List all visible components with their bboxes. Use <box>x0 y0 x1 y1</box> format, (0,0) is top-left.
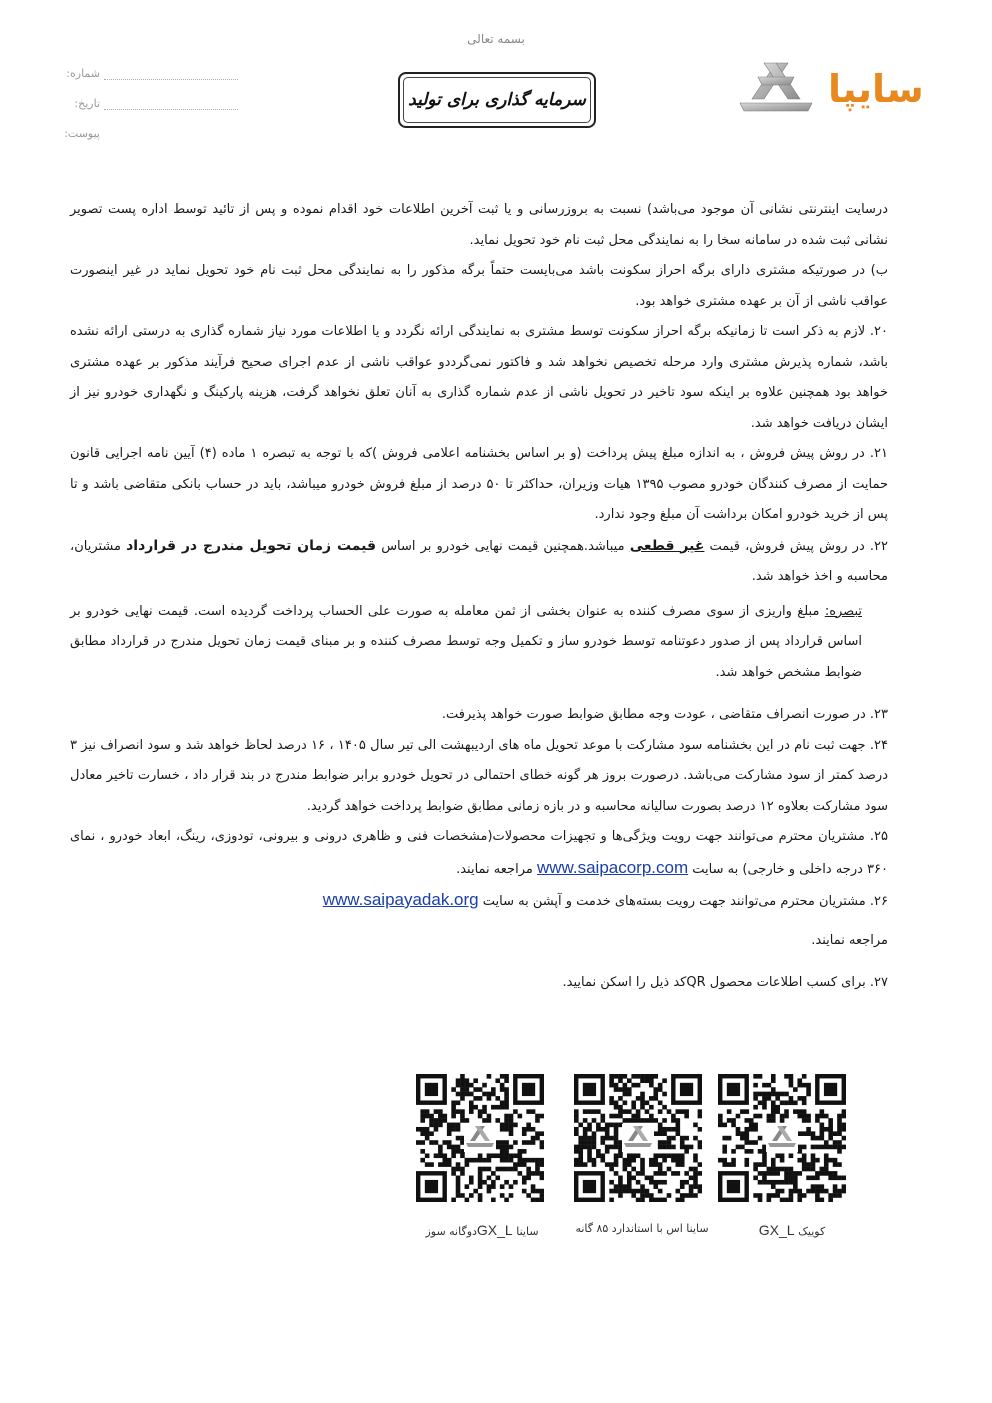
qr-caption-saina-gxl: ساینا GX_Lدوگانه سوز <box>425 1222 539 1238</box>
item-text-a: مشتریان محترم می‌توانند جهت رویت بسته‌های خدمت و آپشن به سایت <box>482 894 866 909</box>
list-item-21 <box>70 439 888 531</box>
list-item-25 <box>70 822 888 885</box>
item-text-underlined: غیر قطعی <box>629 537 705 554</box>
number-row <box>48 50 238 80</box>
item-text-bold: قیمت زمان تحویل مندرج در قرارداد <box>126 537 377 554</box>
item-text: در روش پیش فروش ، به اندازه مبلغ پیش پرداخت (و بر اساس بخشنامه اعلامی فروش )که با توجه به تبصره ۱ ماده (۴) آیین نامه اجرایی قانون حمایت از مصرف کنندگان خودرو مصوب ۱۳۹۵ هیات وزیران، حداکثر تا ۵۰ درصد از مبلغ فروش خودرو میباشد، باید در حساب بانکی متقاضی باشد و تا پس از خرید خودرو امکان برداشت آن مبلغ وجود ندارد. <box>70 446 889 522</box>
number-line <box>104 65 238 80</box>
document-body <box>70 195 888 999</box>
item-text: لازم به ذکر است تا زمانیکه برگه احراز سکونت توسط مشتری به نمایندگی ارائه نگردد و یا اطلاعات مورد نیاز شماره گذاری به درستی ارائه نشده باشد، شماره پذیرش مشتری وارد مرحله تخصیص نخواهد شد و فاکتور نمی‌گرددو عواقب ناشی از عدم اجرای صحیح فرآیند مذکور بر عهده مشتری خواهد بود همچنین علاوه بر اینکه سود تاخیر در تحویل ناشی از عدم شماره گذاری به آنان تعلق نخواهد گرفت، هزینه پارکینگ و نگهداری خودرو نیز از ایشان دریافت خواهد شد. <box>70 324 888 431</box>
saipa-logo <box>736 58 946 120</box>
item-number: ۲۳. <box>869 707 888 722</box>
note-label: تبصره: <box>824 603 862 619</box>
item-number: ۲۷. <box>869 975 888 990</box>
item-text-b: میباشد.همچنین قیمت نهایی خودرو بر اساس <box>381 538 625 554</box>
item-text-a: مشتریان محترم می‌توانند جهت رویت ویژگی‌ها و تجهیزات محصولات(مشخصات فنی و ظاهری درونی و بیرونی، تودوزی، رینگ، ابعاد خودرو ، نمای ۳۶۰ درجه داخلی و خارجی) به سایت <box>70 829 888 877</box>
note-text: مبلغ واریزی از سوی مصرف کننده به عنوان بخشی از ثمن معامله به صورت علی الحساب پرداخت گردیده است. قیمت نهایی خودرو بر اساس قرارداد پس از صدور دعوتنامه توسط خودرو ساز و تکمیل وجه توسط مصرف کننده و بر مبنای قیمت زمان تحویل مندرج در قرارداد مطابق ضوابط مشخص خواهد شد. <box>70 603 862 680</box>
list-item-27 <box>70 968 888 999</box>
item-text: در صورت انصراف متقاضی ، عودت وجه مطابق ضوابط صورت خواهد پذیرفت. <box>441 707 866 722</box>
logo-text: سایپا <box>828 67 924 111</box>
date-line <box>104 95 238 110</box>
date-row <box>48 80 238 110</box>
qr-caption-saina-s: ساینا اس با استاندارد ۸۵ گانه <box>575 1222 709 1235</box>
list-item-24 <box>70 731 888 823</box>
item-number: ۲۱. <box>869 446 888 461</box>
intro-paragraph-2: ب) در صورتیکه مشتری دارای برگه احراز سکونت باشد می‌بایست حتماً برگه مذکور را به نمایندگی محل ثبت نام خود تحویل نماید در غیر اینصورت عواقب ناشی از آن بر عهده مشتری خواهد بود. <box>70 263 888 309</box>
item-number: ۲۲. <box>869 538 888 554</box>
note-paragraph <box>70 597 888 689</box>
number-label: شماره: <box>66 67 100 80</box>
qr-code-saina-s <box>574 1074 702 1202</box>
saipa-logo-icon <box>736 59 816 119</box>
item-text-c: مشتریان، محاسبه و اخذ خواهد شد. <box>70 538 888 584</box>
list-item-20 <box>70 317 888 439</box>
saipacorp-link[interactable]: www.saipacorp.com <box>536 857 689 877</box>
qr-code-saina-gxl <box>416 1074 544 1202</box>
qr-code-quick <box>718 1074 846 1202</box>
item-number: ۲۰. <box>869 324 888 339</box>
list-item-22 <box>70 531 888 593</box>
list-item-26 <box>70 885 888 918</box>
item-text-b: مراجعه نمایند. <box>456 861 533 877</box>
attachment-label: پیوست: <box>64 127 100 140</box>
slogan-text: سرمایه گذاری برای تولید <box>408 90 586 110</box>
intro-paragraph-1: درسایت اینترنتی نشانی آن موجود می‌باشد) نسبت به بروزرسانی و یا ثبت آخرین اطلاعات خود اقدام نموده و پس از تائید توسط اداره پست تصویر نشانی ثبت شده در سامانه سخا را به نمایندگی محل ثبت نام خود تحویل نماید. <box>70 202 888 248</box>
attachment-row <box>48 110 238 140</box>
item-number: ۲۶. <box>869 894 888 909</box>
item-text: برای کسب اطلاعات محصول QRکد ذیل را اسکن نمایید. <box>562 975 866 990</box>
slogan-frame <box>398 72 596 128</box>
date-label: تاریخ: <box>74 97 100 110</box>
saipayadak-link[interactable]: www.saipayadak.org <box>322 890 479 909</box>
list-item-23 <box>70 700 888 731</box>
slogan-inner-frame <box>403 77 591 123</box>
item-number: ۲۴. <box>869 737 888 753</box>
item-number: ۲۵. <box>869 829 888 844</box>
qr-caption-quick: کوییک GX_L <box>758 1222 826 1238</box>
item-text-a: در روش پیش فروش، قیمت <box>709 538 865 554</box>
list-item-26-continued: مراجعه نمایند. <box>811 932 888 948</box>
basmala-text: بسمه تعالی <box>467 32 525 46</box>
item-text: جهت ثبت نام در این بخشنامه سود مشارکت با موعد تحویل ماه های اردیبهشت الی تیر سال ۱۴۰۵ ، ۱۶ درصد لحاظ خواهد شد و سود انصراف نیز ۳ درصد کمتر از سود مشارکت می‌باشد. درصورت بروز هر گونه خطای احتمالی در تحویل خودرو برابر ضوابط مندرج در بند قرار داد ، خسارت تاخیر معادل سود مشارکت بعلاوه ۱۲ درصد بصورت سالیانه محاسبه و در بازه زمانی مطابق ضوابط پرداخت خواهد گردید. <box>70 737 888 814</box>
attachment-line <box>104 126 238 140</box>
letter-meta <box>48 50 238 140</box>
